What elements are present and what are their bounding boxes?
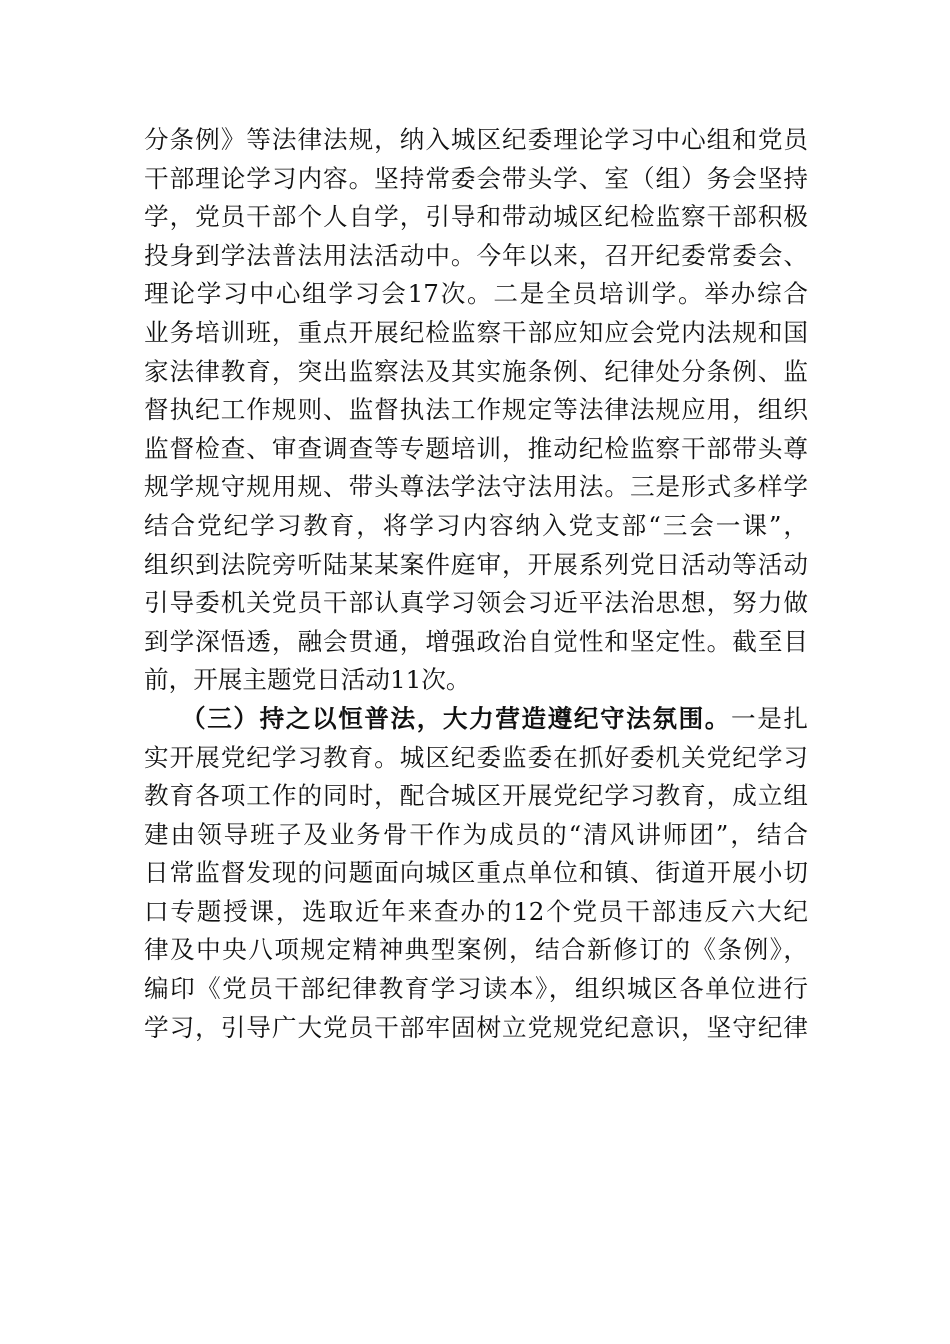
text-line: 理论学习中心组学习会17次。二是全员培训学。举办综合 [144, 279, 808, 309]
text-line: 业务培训班，重点开展纪检监察干部应知应会党内法规和国 [144, 317, 808, 347]
section-heading-rest: 一是扎 [731, 703, 808, 733]
text-line: 日常监督发现的问题面向城区重点单位和镇、街道开展小切 [144, 858, 808, 888]
text-line: 实开展党纪学习教育。城区纪委监委在抓好委机关党纪学习 [144, 742, 808, 772]
text-line: 建由领导班子及业务骨干作为成员的“清风讲师团”，结合 [144, 819, 808, 849]
text-line: 前，开展主题党日活动11次。 [144, 665, 471, 695]
text-line: 督执纪工作规则、监督执法工作规定等法律法规应用，组织 [144, 395, 808, 425]
text-line: 口专题授课，选取近年来查办的12个党员干部违反六大纪 [144, 896, 808, 926]
text-line: 编印《党员干部纪律教育学习读本》，组织城区各单位进行 [144, 974, 808, 1004]
text-line: 教育各项工作的同时，配合城区开展党纪学习教育，成立组 [144, 781, 808, 811]
body-text [144, 121, 808, 1047]
text-line: 律及中央八项规定精神典型案例，结合新修订的《条例》， [144, 935, 808, 965]
text-line: 学，党员干部个人自学，引导和带动城区纪检监察干部积极 [144, 202, 808, 232]
text-line: 规学规守规用规、带头尊法学法守法用法。三是形式多样学 [144, 472, 808, 502]
section-heading-line [144, 700, 808, 739]
text-line: 到学深悟透，融会贯通，增强政治自觉性和坚定性。截至目 [144, 626, 808, 656]
text-line: 监督检查、审查调查等专题培训，推动纪检监察干部带头尊 [144, 433, 808, 463]
text-line: 分条例》等法律法规，纳入城区纪委理论学习中心组和党员 [144, 125, 808, 154]
text-line: 组织到法院旁听陆某某案件庭审，开展系列党日活动等活动 [144, 549, 808, 579]
text-line: 结合党纪学习教育，将学习内容纳入党支部“三会一课”， [144, 510, 808, 540]
text-line: 学习，引导广大党员干部牢固树立党规党纪意识，坚守纪律 [144, 1012, 808, 1042]
text-line: 干部理论学习内容。坚持常委会带头学、室（组）务会坚持 [144, 163, 808, 193]
section-heading: （三）持之以恒普法，大力营造遵纪守法氛围。 [181, 703, 731, 733]
text-line: 投身到学法普法用法活动中。今年以来，召开纪委常委会、 [144, 240, 808, 270]
text-line: 引导委机关党员干部认真学习领会习近平法治思想，努力做 [144, 588, 808, 618]
text-line: 家法律教育，突出监察法及其实施条例、纪律处分条例、监 [144, 356, 808, 386]
